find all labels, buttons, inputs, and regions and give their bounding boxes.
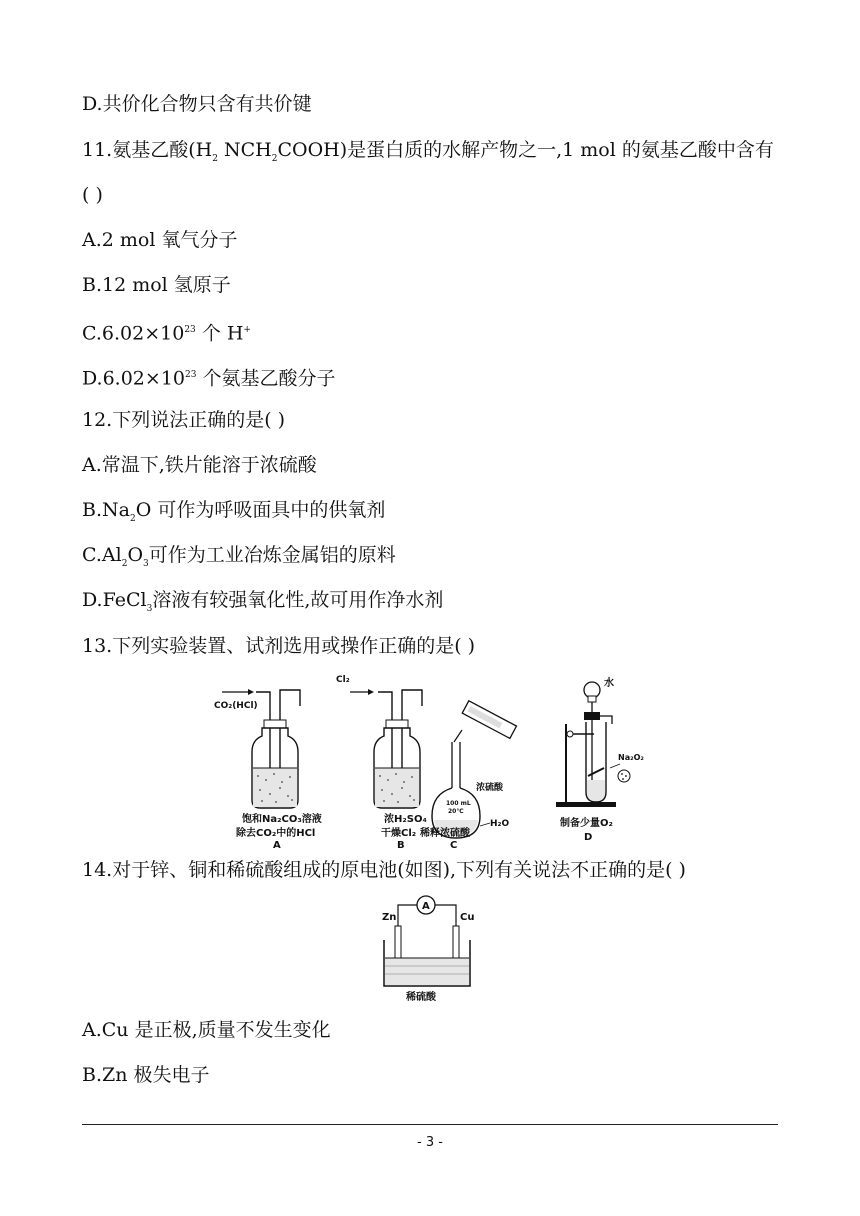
footer-rule — [82, 1124, 778, 1125]
figc-acid-label: 浓硫酸 — [476, 783, 504, 793]
q14-stem: 14.对于锌、铜和稀硫酸组成的原电池(如图),下列有关说法不正确的是( ) — [82, 859, 686, 881]
q11-stem: 11.氨基乙酸($H_2$ $NCH_2COOH$)是蛋白质的水解产物之一,1 mol 的氨基乙酸中含有 — [82, 139, 774, 164]
apparatus-b — [336, 675, 427, 850]
q14-option-b: B.Zn 极失电子 — [82, 1064, 210, 1086]
q14-option-a: A.Cu 是正极,质量不发生变化 — [82, 1019, 331, 1041]
apparatus-d — [556, 676, 644, 843]
figd-letter: D — [584, 832, 593, 843]
figd-water-label: 水 — [604, 678, 614, 689]
q11-option-b: B.12 mol 氢原子 — [82, 274, 231, 296]
apparatus-a — [214, 689, 322, 850]
figb-letter: B — [397, 840, 405, 850]
q12-option-a: A.常温下,铁片能溶于浓硫酸 — [82, 454, 317, 476]
solution-label: 稀硫酸 — [406, 992, 436, 1002]
q12-option-c: $C.Al_2O_3$可作为工业冶炼金属铝的原料 — [82, 544, 396, 569]
figd-caption: 制备少量O₂ — [560, 818, 613, 829]
figc-flask-volume: 100 mL — [446, 800, 471, 807]
figc-water-label: H₂O — [490, 819, 510, 829]
q12-stem: 12.下列说法正确的是( ) — [82, 409, 286, 431]
figa-caption: 除去CO₂中的HCl — [236, 828, 316, 839]
apparatus-c — [419, 701, 516, 850]
q11-answer-paren: ( ) — [82, 184, 103, 206]
figa-reagent-label: 饱和Na₂CO₃溶液 — [242, 814, 322, 825]
q10-option-d: D.共价化合物只含有共价键 — [82, 93, 312, 115]
q13-stem: 13.下列实验装置、试剂选用或操作正确的是( ) — [82, 635, 476, 657]
figb-reagent-label: 浓H₂SO₄ — [384, 814, 427, 825]
q14-galvanic-cell-figure — [378, 892, 490, 1002]
cu-label: Cu — [460, 912, 475, 923]
figb-gas-label: Cl₂ — [336, 675, 350, 685]
figa-letter: A — [273, 840, 281, 850]
q11-option-d: $D.6.02\times 10^{23}$ 个氨基乙酸分子 — [82, 367, 336, 390]
figc-flask-temp: 20℃ — [448, 808, 464, 815]
q13-apparatus-figure — [200, 668, 680, 850]
zn-label: Zn — [382, 912, 397, 923]
q12-option-b: $B.Na_2O$ 可作为呼吸面具中的供氧剂 — [82, 499, 386, 524]
figd-solid-label: Na₂O₂ — [618, 753, 644, 762]
ammeter-label: A — [422, 901, 430, 912]
q11-option-a: A.2 mol 氧气分子 — [82, 229, 238, 251]
q11-option-c: $C.6.02\times 10^{23}$ 个 H+ — [82, 322, 251, 345]
figb-caption: 干燥Cl₂ — [381, 828, 417, 839]
q12-option-d: D.FeCl$_3$溶液有较强氧化性,故可用作净水剂 — [82, 589, 444, 614]
figc-letter: C — [450, 840, 458, 850]
page-number: - 3 - — [417, 1135, 443, 1150]
figc-caption: 稀释浓硫酸 — [420, 828, 470, 839]
figa-gas-label: CO₂(HCl) — [214, 701, 258, 711]
